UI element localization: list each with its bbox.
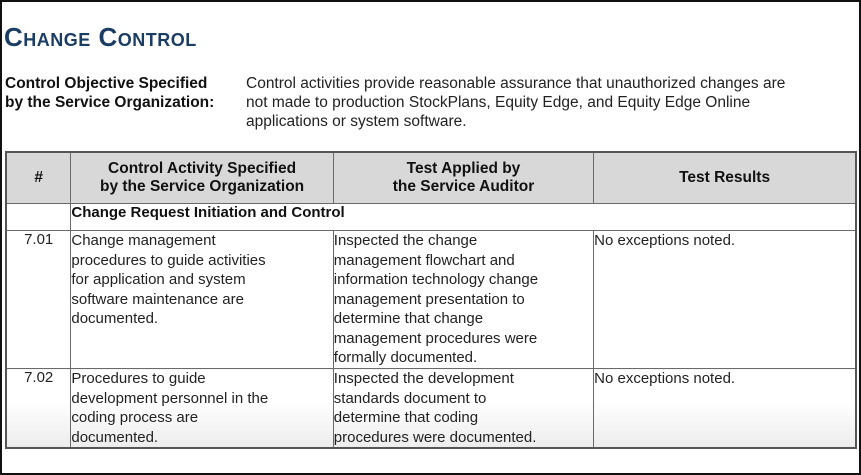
cell-line: standards document to	[333, 389, 487, 407]
test-results-cell: No exceptions noted.	[594, 369, 856, 449]
header-label-line: by the Service Organization	[100, 178, 305, 195]
section-title: Change Request Initiation and Control	[71, 204, 856, 231]
cell-line: Inspected the change	[333, 232, 478, 249]
cell-line: development personnel in the	[71, 389, 269, 407]
section-row	[6, 204, 856, 231]
table-row	[6, 231, 856, 369]
control-objective-label-line: by the Service Organization:	[5, 94, 215, 111]
cell-line: formally documented.	[333, 349, 478, 366]
header-control-activity	[71, 152, 333, 204]
control-activity-cell	[71, 231, 333, 369]
row-number: 7.01	[6, 231, 71, 369]
cell-line: Inspected the development	[333, 370, 514, 387]
cell-line: information technology change	[333, 271, 539, 288]
control-objective-text-line: not made to production StockPlans, Equity Edge, and Equity Edge Online	[246, 94, 751, 111]
cell-line: Change management	[71, 232, 216, 249]
control-objective-label-line: Control Objective Specified	[5, 75, 208, 92]
cell-line: management procedures were	[333, 329, 538, 347]
cell-line: coding process are	[71, 409, 199, 426]
header-test-applied	[333, 152, 593, 204]
header-label-line: Test Results	[679, 169, 771, 186]
cell-line: management flowchart and	[333, 251, 515, 269]
control-table	[5, 151, 857, 449]
cell-line: Procedures to guide	[71, 370, 206, 387]
header-label-line: Control Activity Specified	[108, 160, 297, 177]
cell-line: procedures were documented.	[333, 428, 537, 446]
header-number-label: #	[34, 169, 43, 186]
cell-line: management presentation to	[333, 290, 525, 308]
table-header-row	[6, 152, 856, 204]
control-objective-text-line: applications or system software.	[246, 113, 467, 130]
row-number: 7.02	[6, 369, 71, 449]
header-number	[6, 152, 71, 204]
test-applied-cell	[333, 369, 593, 449]
control-activity-cell	[71, 369, 333, 449]
cell-line: determine that coding	[333, 409, 479, 426]
cell-line: for application and system	[71, 271, 246, 288]
header-label-line: the Service Auditor	[392, 178, 535, 195]
control-objective-label	[5, 74, 214, 112]
table-row	[6, 369, 856, 449]
control-objective-text	[246, 74, 846, 131]
control-objective-text-line: Control activities provide reasonable assurance that unauthorized changes are	[246, 75, 786, 92]
cell-line: documented.	[71, 428, 159, 446]
page-title: Change Control	[4, 22, 197, 52]
cell-line: documented.	[71, 310, 159, 327]
cell-line: determine that change	[333, 310, 484, 327]
header-test-results	[594, 152, 856, 204]
cell-line: procedures to guide activities	[71, 251, 266, 269]
test-results-cell: No exceptions noted.	[594, 231, 856, 369]
section-spacer-cell	[6, 204, 71, 231]
test-applied-cell	[333, 231, 593, 369]
cell-line: software maintenance are	[71, 290, 244, 308]
header-label-line: Test Applied by	[406, 160, 521, 177]
